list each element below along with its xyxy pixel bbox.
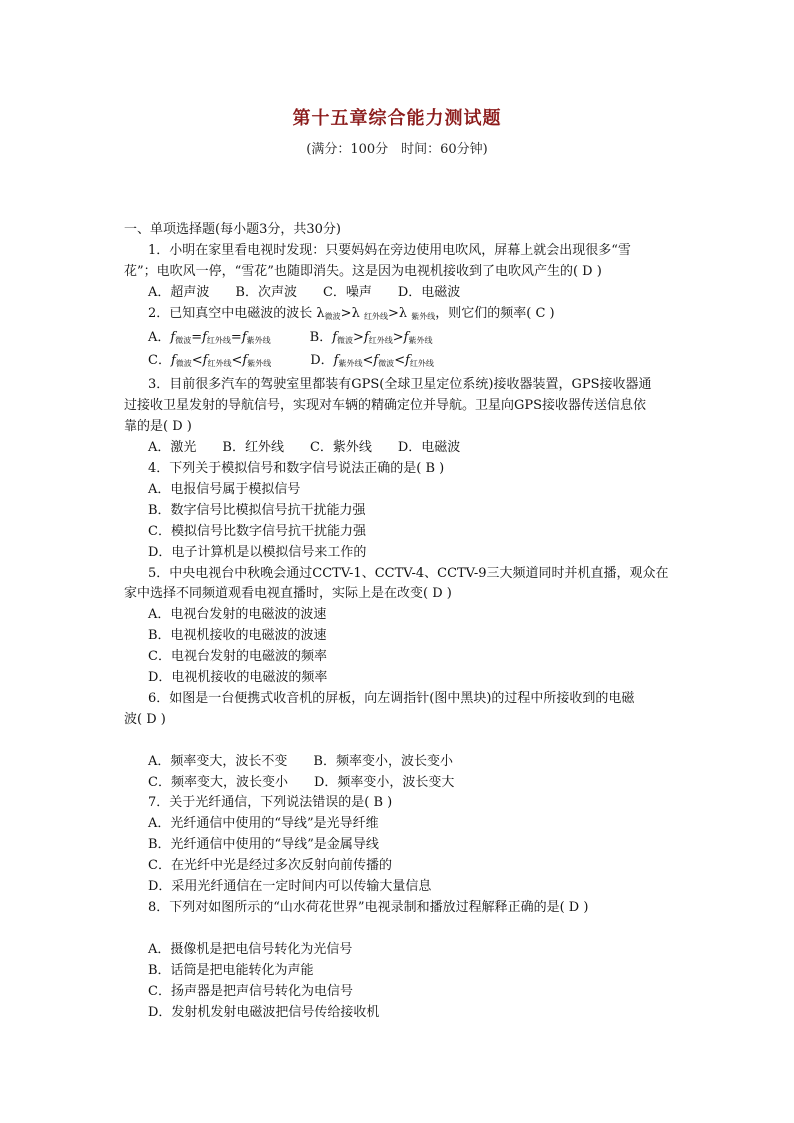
q3-options: A．激光 B．红外线 C．紫外线 D．电磁波 (148, 440, 461, 456)
q4-option-c: C．模拟信号比数字信号抗干扰能力强 (148, 523, 366, 539)
q6-stem-line2: 波( D ) (124, 711, 166, 727)
q7-option-a: A．光纤通信中使用的“导线”是光导纤维 (148, 816, 379, 832)
q2-options-cd: C．$f_{微波}<f_{红外线}<f_{紫外线}$ D．$f_{紫外线}<f_{微波}<f_{红外线}$ (148, 353, 434, 369)
figure-placeholder-q6 (124, 731, 684, 752)
q5-option-c: C．电视台发射的电磁波的频率 (148, 649, 327, 665)
q5-stem-line2: 家中选择不同频道观看电视直播时，实际上是在改变( D ) (124, 586, 452, 602)
q6-options-cd: C．频率变大，波长变小 D．频率变小，波长变大 (148, 774, 455, 790)
q2-stem: 2．已知真空中电磁波的波长 $\lambda_{微波}>\lambda$ $_{红外线}$>λ $_{紫外线}$，则它们的频率( C ) (148, 305, 555, 321)
page-title: 第十五章综合能力测试题 (292, 108, 502, 129)
q8-option-c: C．扬声器是把声信号转化为电信号 (148, 983, 353, 999)
q4-option-d: D．电子计算机是以模拟信号来工作的 (148, 544, 367, 560)
q7-option-c: C．在光纤中光是经过多次反射向前传播的 (148, 858, 392, 874)
q4-stem: 4．下列关于模拟信号和数字信号说法正确的是( B ) (148, 460, 445, 476)
page-subtitle: (满分：100分 时间：60分钟) (306, 142, 488, 157)
q1-options: A．超声波 B．次声波 C．噪声 D．电磁波 (148, 284, 461, 300)
q5-option-a: A．电视台发射的电磁波的波速 (148, 607, 327, 623)
q4-option-a: A．电报信号属于模拟信号 (148, 481, 301, 497)
q3-stem-line3: 靠的是( D ) (124, 419, 192, 435)
q6-stem-line1: 6．如图是一台便携式收音机的屏板，向左调指针(图中黑块)的过程中所接收到的电磁 (148, 690, 635, 706)
q3-stem-line1: 3．目前很多汽车的驾驶室里都装有GPS(全球卫星定位系统)接收器装置，GPS接收器通 (148, 377, 652, 393)
q7-option-d: D．采用光纤通信在一定时间内可以传输大量信息 (148, 879, 432, 895)
q7-stem: 7．关于光纤通信，下列说法错误的是( B ) (148, 795, 393, 811)
q8-option-b: B．话筒是把电能转化为声能 (148, 962, 314, 978)
q7-option-b: B．光纤通信中使用的“导线”是金属导线 (148, 837, 379, 853)
q1-stem-line2: 花”；电吹风一停，“雪花”也随即消失。这是因为电视机接收到了电吹风产生的( D ) (124, 263, 602, 279)
q5-option-b: B．电视机接收的电磁波的波速 (148, 628, 327, 644)
q8-option-a: A．摄像机是把电信号转化为光信号 (148, 941, 353, 957)
q8-stem: 8．下列对如图所示的“山水荷花世界”电视录制和播放过程解释正确的是( D ) (148, 899, 589, 915)
q5-option-d: D．电视机接收的电磁波的频率 (148, 670, 328, 686)
question-list (124, 220, 684, 1023)
q2-options-ab: A．$f_{微波}=f_{红外线}=f_{紫外线}$ B．$f_{微波}>f_{红外线}>f_{紫外线}$ (148, 329, 433, 345)
q1-stem-line1: 1．小明在家里看电视时发现：只要妈妈在旁边使用电吹风，屏幕上就会出现很多“雪 (148, 242, 631, 258)
figure-placeholder-q8 (124, 919, 684, 940)
q8-option-d: D．发射机发射电磁波把信号传给接收机 (148, 1004, 380, 1020)
q3-stem-line2: 过接收卫星发射的导航信号，实现对车辆的精确定位并导航。卫星向GPS接收器传送信息依 (124, 398, 647, 414)
q6-options-ab: A．频率变大，波长不变 B．频率变小，波长变小 (148, 753, 453, 769)
q5-stem-line1: 5．中央电视台中秋晚会通过CCTV-1、CCTV-4、CCTV-9三大频道同时并机直播，观众在 (148, 565, 669, 581)
section-heading: 一、单项选择题(每小题3分，共30分) (124, 222, 341, 237)
q4-option-b: B．数字信号比模拟信号抗干扰能力强 (148, 502, 366, 518)
